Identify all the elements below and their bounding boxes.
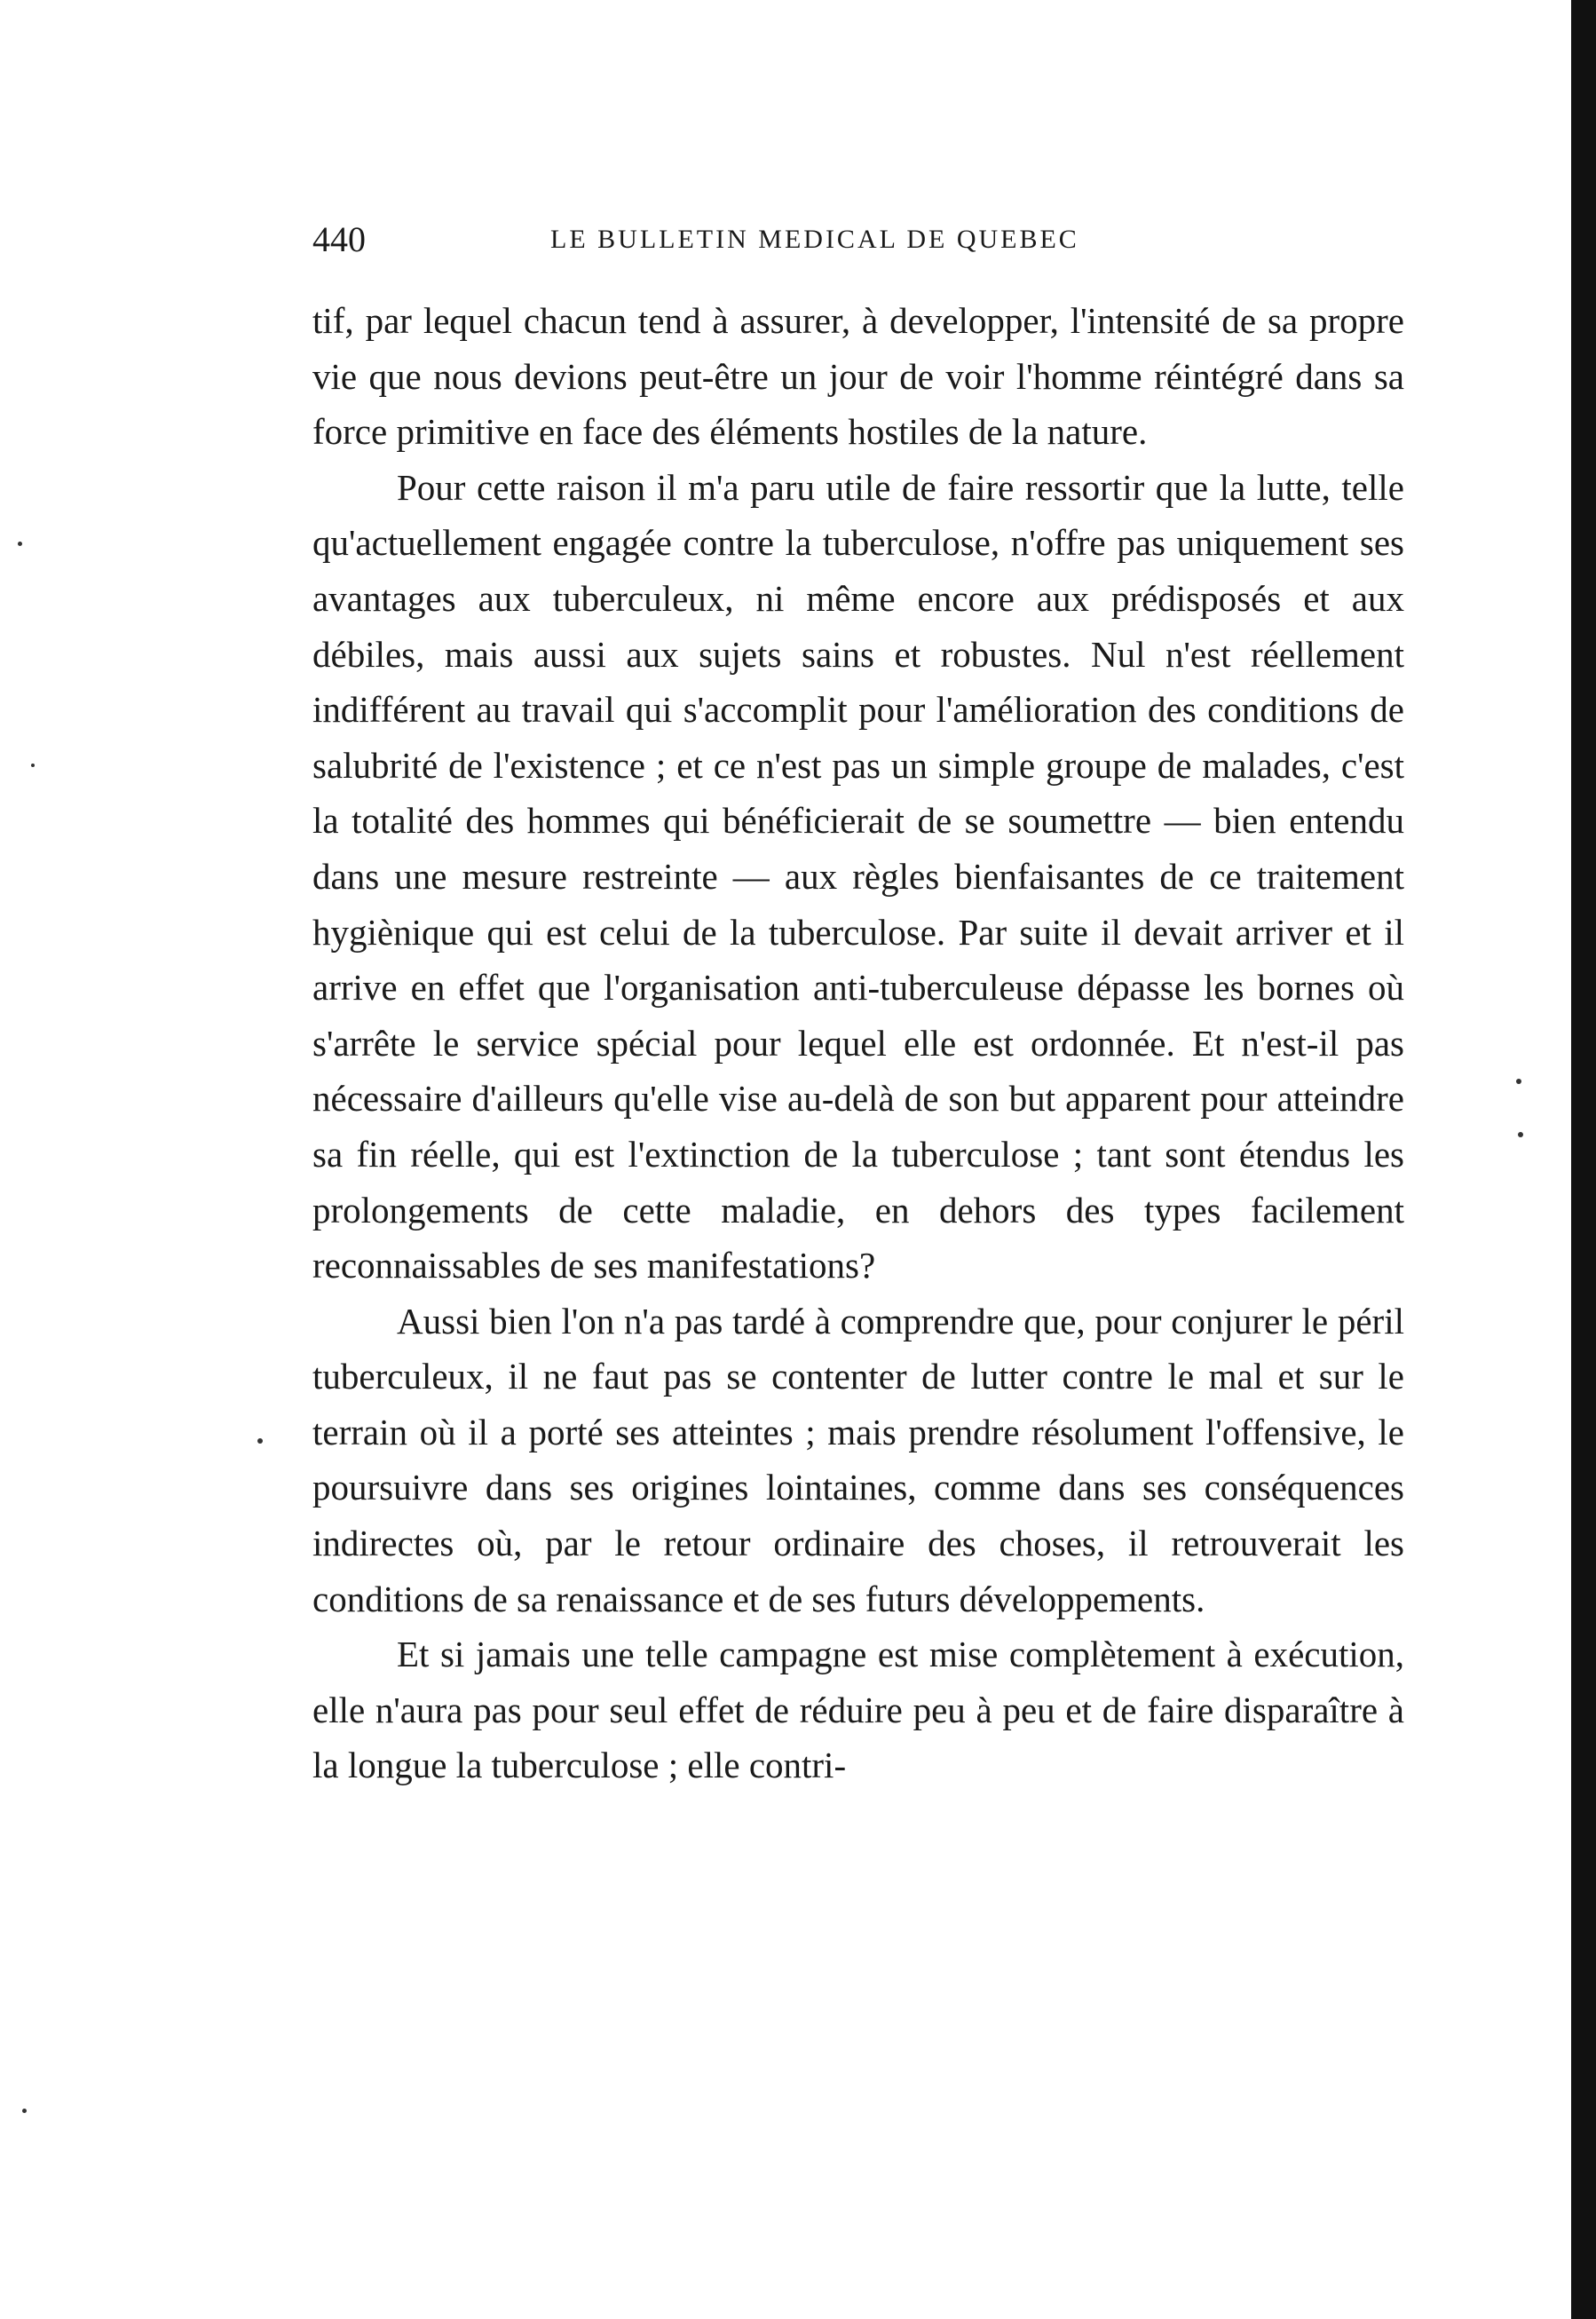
running-head: LE BULLETIN MEDICAL DE QUEBEC — [550, 225, 1079, 254]
scan-speck — [22, 2109, 27, 2113]
body-text — [312, 293, 1404, 1793]
page-edge-shadow — [1571, 0, 1596, 2319]
scan-speck — [1518, 1132, 1523, 1137]
paragraph-2: Pour cette raison il m'a paru utile de faire ressortir que la lutte, telle qu'actuellement engagée contre la tuberculose, n'offre pas uniquement ses avantages aux tuberculeux, ni même encore aux prédisposés et aux débiles, mais aussi aux sujets sains et robustes. Nul n'est réellement indifférent au travail qui s'accomplit pour l'amélioration des conditions de salubrité de l'existence ; et ce n'est pas un simple groupe de malades, c'est la totalité des hommes qui bénéficierait de se soumettre — bien entendu dans une mesure restreinte — aux règles bienfaisantes de ce traitement hygiènique qui est celui de la tuberculose. Par suite il devait arriver et il arrive en effet que l'organisation anti-tuberculeuse dépasse les bornes où s'arrête le service spécial pour lequel elle est ordonnée. Et n'est-il pas nécessaire d'ailleurs qu'elle vise au-delà de son but apparent pour atteindre sa fin réelle, qui est l'extinction de la tuberculose ; tant sont étendus les prolongements de cette maladie, en dehors des types facilement reconnaissables de ses manifestations? — [312, 466, 1404, 1286]
scan-speck — [257, 1438, 263, 1444]
scan-speck — [1516, 1079, 1521, 1084]
scan-speck — [18, 542, 22, 546]
paragraph-3: Aussi bien l'on n'a pas tardé à comprendre que, pour conjurer le péril tuberculeux, il ne faut pas se contenter de lutter contre le mal et sur le terrain où il a porté ses atteintes ; mais prendre résolument l'offensive, le poursuivre dans ses origines lointaines, comme dans ses conséquences indirectes où, par le retour ordinaire des choses, il retrouverait les conditions de sa renaissance et de ses futurs développements. — [312, 1300, 1404, 1619]
paragraph-1: tif, par lequel chacun tend à assurer, à developper, l'intensité de sa propre vie que nous devions peut-être un jour de voir l'homme réintégré dans sa force primitive en face des éléments hostiles de la nature. — [312, 300, 1404, 453]
paragraph-4: Et si jamais une telle campagne est mise complètement à exécution, elle n'aura pas pour seul effet de réduire peu à peu et de faire disparaître à la longue la tuberculose ; elle contri- — [312, 1634, 1404, 1786]
scan-speck — [31, 764, 35, 767]
page-header — [312, 218, 1404, 262]
page-number: 440 — [312, 219, 366, 259]
